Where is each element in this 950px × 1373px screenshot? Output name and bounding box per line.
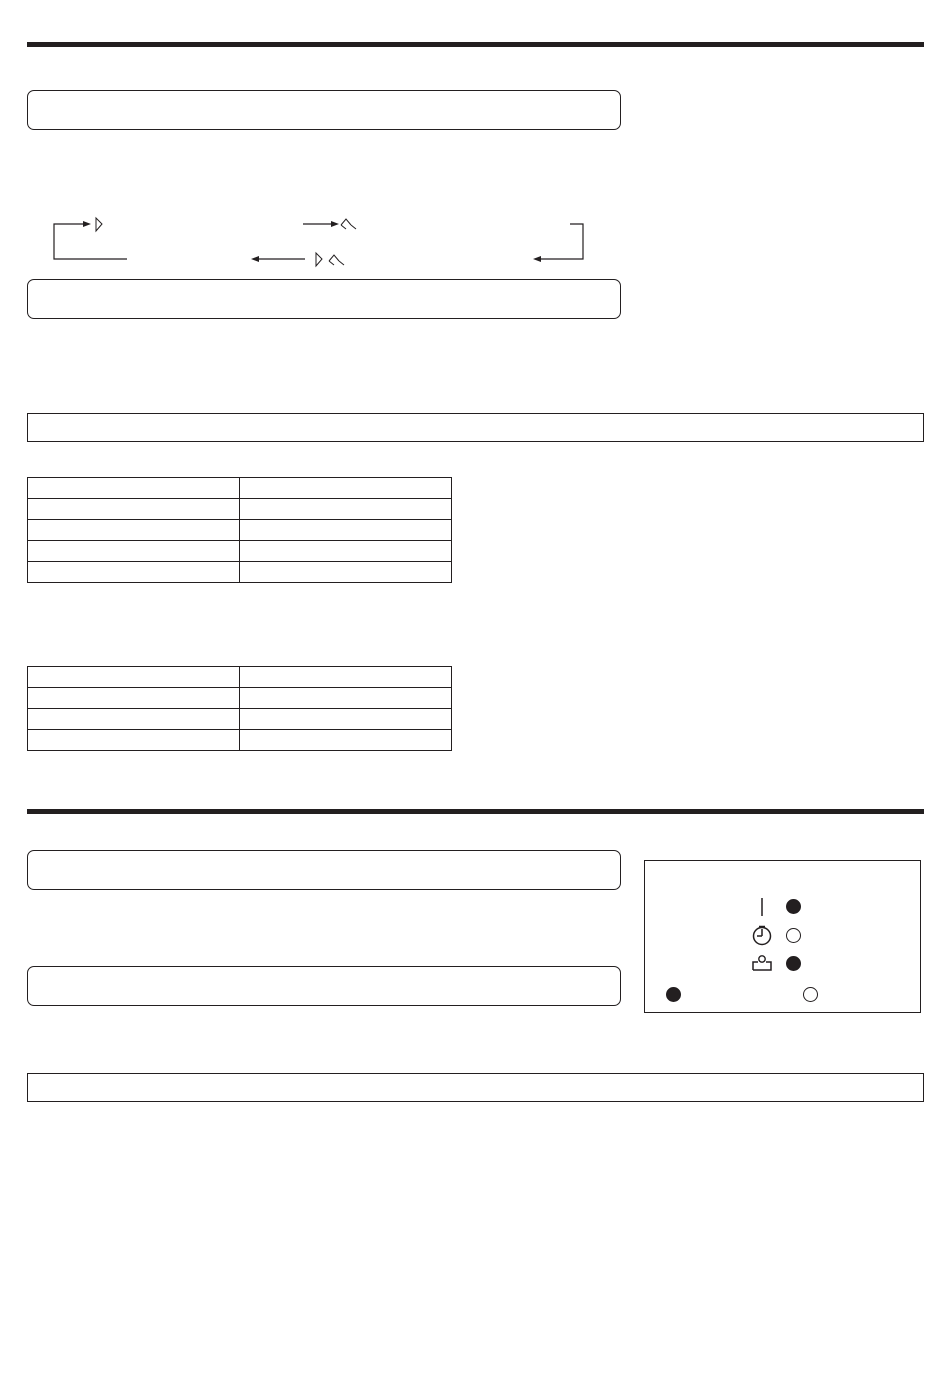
table-row: [28, 478, 452, 499]
table-row: [28, 709, 452, 730]
table-row: [28, 499, 452, 520]
table-2: [27, 666, 452, 751]
power-icon: [753, 897, 773, 917]
heading-box-2: [27, 279, 621, 319]
louver-cycle-diagram: [0, 0, 950, 300]
table-row: [28, 688, 452, 709]
table-row: [28, 730, 452, 751]
indicator-panel: [644, 860, 921, 1013]
power-lamp: [786, 899, 801, 914]
section-rule-bottom: [27, 809, 924, 814]
timer-icon: [751, 925, 773, 947]
table-row: [28, 520, 452, 541]
info-bar-1: [27, 413, 924, 442]
info-bar-2: [27, 1073, 924, 1102]
bottom-lamp-right: [803, 987, 818, 1002]
heading-box-3: [27, 850, 621, 890]
swing-horizontal-icon: [341, 219, 356, 229]
heading-box-4: [27, 966, 621, 1006]
sleep-lamp: [786, 956, 801, 971]
swing-vertical-icon: [96, 218, 102, 231]
bottom-lamp-left: [666, 987, 681, 1002]
table-row: [28, 562, 452, 583]
table-row: [28, 541, 452, 562]
swing-both-icon: [316, 253, 344, 266]
table-1: [27, 477, 452, 583]
timer-lamp: [786, 928, 801, 943]
sleep-icon: [751, 953, 773, 973]
table-row: [28, 667, 452, 688]
